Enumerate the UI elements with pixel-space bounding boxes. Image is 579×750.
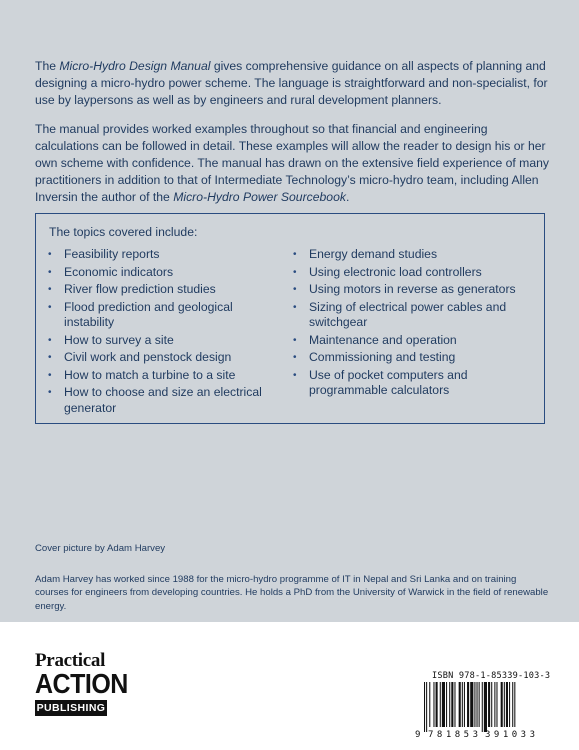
topic-item	[48, 282, 268, 298]
topic-label: Flood prediction and geological instability	[64, 299, 233, 329]
barcode-bar	[462, 682, 463, 727]
bullet-icon: •	[48, 284, 52, 295]
topic-label: Commissioning and testing	[309, 350, 456, 364]
barcode-bar	[477, 682, 478, 727]
bullet-icon: •	[48, 387, 52, 398]
bullet-icon: •	[48, 352, 52, 363]
barcode-bar	[470, 682, 473, 727]
bullet-icon: •	[293, 334, 297, 346]
topic-item	[293, 350, 533, 366]
topic-label: Energy demand studies	[309, 247, 438, 261]
intro-paragraph-1: The Micro-Hydro Design Manual gives comprehensive guidance on all aspects of planning and designing a micro-hydro power scheme. The language is straightforward and non-specialist, for use by laypersons as well as by engineers and rural development planners.	[35, 59, 548, 107]
topic-label: Use of pocket computers and programmable calculators	[309, 367, 468, 397]
barcode-bar	[479, 682, 480, 727]
bullet-icon: •	[293, 284, 297, 295]
barcode-bar	[442, 682, 445, 727]
isbn-barcode	[414, 682, 548, 739]
topic-item	[48, 368, 268, 384]
barcode-bar	[488, 682, 490, 727]
barcode-bar	[509, 682, 510, 727]
barcode-bar	[429, 682, 430, 727]
book-title: Micro-Hydro Design Manual	[59, 59, 211, 73]
topic-item	[48, 385, 268, 416]
topic-item	[293, 265, 533, 281]
topic-item	[293, 300, 533, 331]
barcode-bar	[482, 682, 483, 732]
barcode-bar	[484, 682, 487, 732]
barcode-bar	[426, 682, 427, 732]
barcode-bar	[491, 682, 492, 727]
barcode-digits-right: 391033	[485, 730, 535, 739]
bullet-icon: •	[293, 266, 297, 278]
bullet-icon: •	[48, 249, 52, 260]
sourcebook-title: Micro-Hydro Power Sourcebook	[173, 190, 346, 204]
barcode-bar	[424, 682, 425, 732]
topic-item	[48, 300, 268, 331]
topic-label: How to match a turbine to a site	[64, 367, 236, 382]
barcode-bar	[464, 682, 465, 727]
barcode-bar	[501, 682, 503, 727]
barcode-bar	[440, 682, 441, 727]
bullet-icon: •	[293, 352, 297, 363]
bullet-icon: •	[48, 266, 52, 278]
barcode-bar	[459, 682, 461, 727]
logo-publishing: PUBLISHING	[36, 702, 106, 714]
logo-practical: Practical	[35, 650, 106, 671]
topics-box	[35, 213, 545, 424]
barcode-bar	[494, 682, 495, 727]
cover-credit: Cover picture by Adam Harvey	[35, 543, 166, 554]
barcode-bar	[506, 682, 508, 727]
bullet-icon: •	[48, 369, 52, 381]
intro-paragraph-2: The manual provides worked examples throughout so that financial and engineering calculations can be followed in detail. These examples will allow the reader to design his or her own scheme with confidence. The manual has drawn on the extensive field experience of many practitioners in addition to that of Intermediate Technology’s micro-hydro team, including Allen Inversin the author of the Micro-Hydro Power Sourcebook.	[35, 122, 549, 204]
topic-item	[293, 368, 533, 399]
bullet-icon: •	[293, 301, 297, 313]
topic-item	[48, 265, 268, 281]
topic-item	[48, 333, 268, 349]
topic-label: Sizing of electrical power cables and switchgear	[309, 299, 507, 329]
isbn-label: ISBN 978-1-85339-103-3	[432, 671, 551, 681]
topics-heading: The topics covered include:	[49, 225, 198, 239]
barcode-bar	[467, 682, 469, 727]
topic-label: Feasibility reports	[64, 247, 160, 261]
barcode-bar	[504, 682, 505, 727]
barcode-bar	[451, 682, 453, 727]
topic-label: Using electronic load controllers	[309, 264, 482, 279]
logo-action: ACTION	[35, 668, 128, 700]
topic-label: Economic indicators	[64, 264, 174, 279]
topic-item	[293, 282, 533, 298]
bullet-icon: •	[293, 249, 297, 260]
bullet-icon: •	[293, 369, 297, 381]
barcode-bar	[449, 682, 450, 727]
bullet-icon: •	[48, 334, 52, 346]
topics-list-right	[293, 247, 533, 401]
topic-label: Civil work and penstock design	[64, 350, 232, 364]
topic-item	[48, 247, 268, 263]
barcode-bar	[512, 682, 513, 727]
barcode-bar	[496, 682, 497, 727]
bullet-icon: •	[48, 301, 52, 313]
barcode-digits-left: 781853	[428, 730, 478, 739]
topics-list-left	[48, 247, 268, 418]
barcode-digit-lead: 9	[415, 730, 421, 739]
barcode-bar	[436, 682, 438, 727]
barcode-bar	[446, 682, 447, 727]
topic-label: Using motors in reverse as generators	[309, 282, 516, 296]
author-bio: Adam Harvey has worked since 1988 for the micro-hydro programme of IT in Nepal and Sri Lanka and on training courses for engineers from developing countries. He holds a PhD from the University of Warwick in the field of renewable energy.	[35, 574, 549, 612]
topic-label: How to choose and size an electrical generator	[64, 385, 262, 415]
topic-item	[293, 247, 533, 263]
topic-label: Maintenance and operation	[309, 332, 457, 347]
topic-label: How to survey a site	[64, 332, 174, 347]
barcode-bar	[433, 682, 434, 727]
topic-label: River flow prediction studies	[64, 282, 216, 296]
barcode-bar	[514, 682, 515, 727]
barcode-bar	[474, 682, 475, 727]
topic-item	[293, 333, 533, 349]
topic-item	[48, 350, 268, 366]
barcode-bar	[454, 682, 455, 727]
publisher-logo	[35, 650, 128, 716]
